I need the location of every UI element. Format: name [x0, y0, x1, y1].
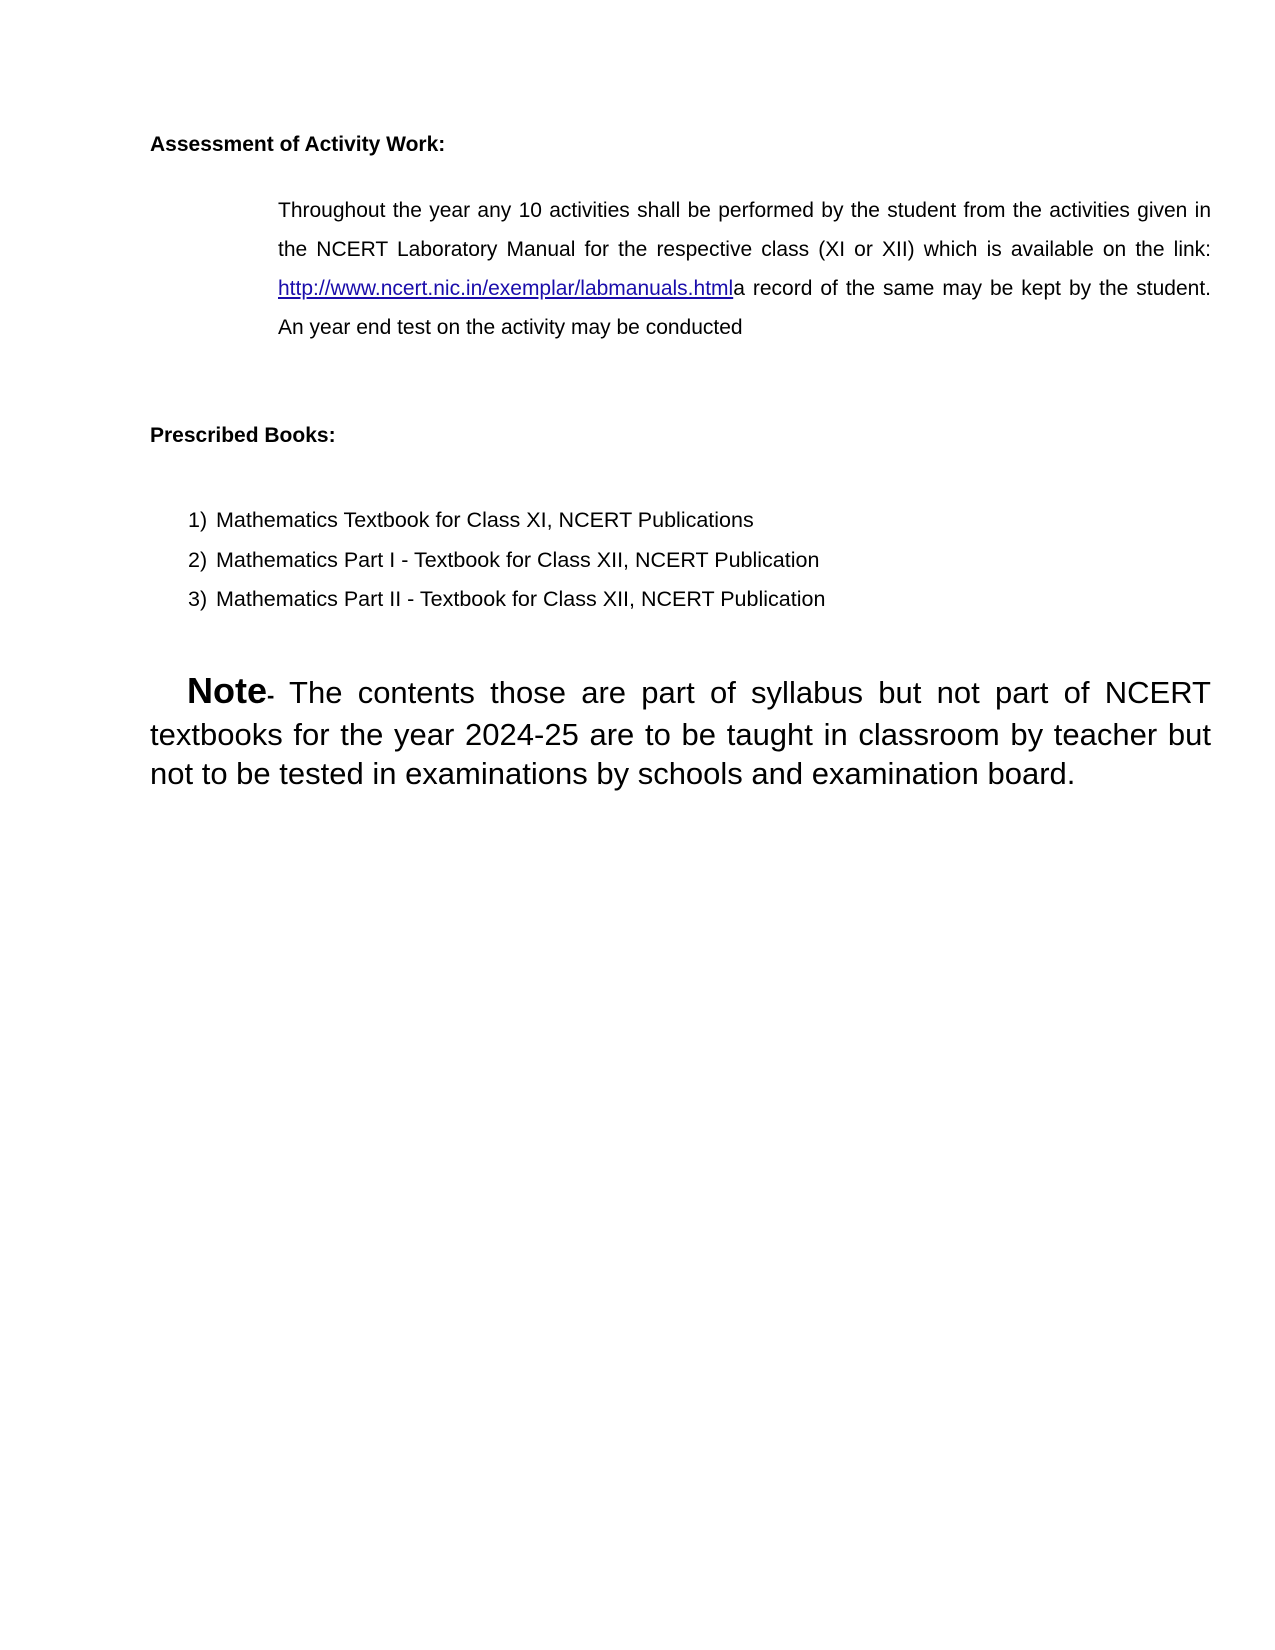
- assessment-heading: Assessment of Activity Work:: [150, 133, 446, 156]
- prescribed-books-list: [188, 501, 825, 620]
- assessment-text-before-link: Throughout the year any 10 activities shall be performed by the student from the activities given in the NCERT Laboratory Manual for the respective class (XI or XII) which is available on the link:: [278, 199, 1211, 261]
- note-text: The contents those are part of syllabus but not part of NCERT textbooks for the year 2024-25 are to be taught in classroom by teacher but not to be tested in examinations by schools and examination board.: [150, 675, 1211, 791]
- lab-manuals-link[interactable]: http://www.ncert.nic.in/exemplar/labmanuals.html: [278, 277, 734, 300]
- assessment-text-after-link: a record of the same may be kept by the student. An year end test on the activity may be conducted: [278, 277, 1211, 339]
- list-item-title: Mathematics Part I - Textbook for Class XII, NCERT Publication: [216, 547, 820, 572]
- list-item: [188, 541, 825, 581]
- note-paragraph: [150, 671, 1211, 793]
- list-item: [188, 501, 825, 541]
- list-item-number: 3): [188, 587, 208, 611]
- prescribed-books-heading: Prescribed Books:: [150, 424, 336, 447]
- note-label: Note: [187, 670, 267, 711]
- list-item-number: 2): [188, 547, 208, 572]
- list-item: [188, 580, 825, 620]
- list-item-number: 1): [188, 508, 208, 532]
- assessment-paragraph: [278, 191, 1211, 347]
- list-item-title: Mathematics Textbook for Class XI, NCERT Publications: [216, 508, 754, 532]
- note-dash: -: [267, 683, 275, 708]
- list-item-title: Mathematics Part II - Textbook for Class XII, NCERT Publication: [216, 587, 826, 611]
